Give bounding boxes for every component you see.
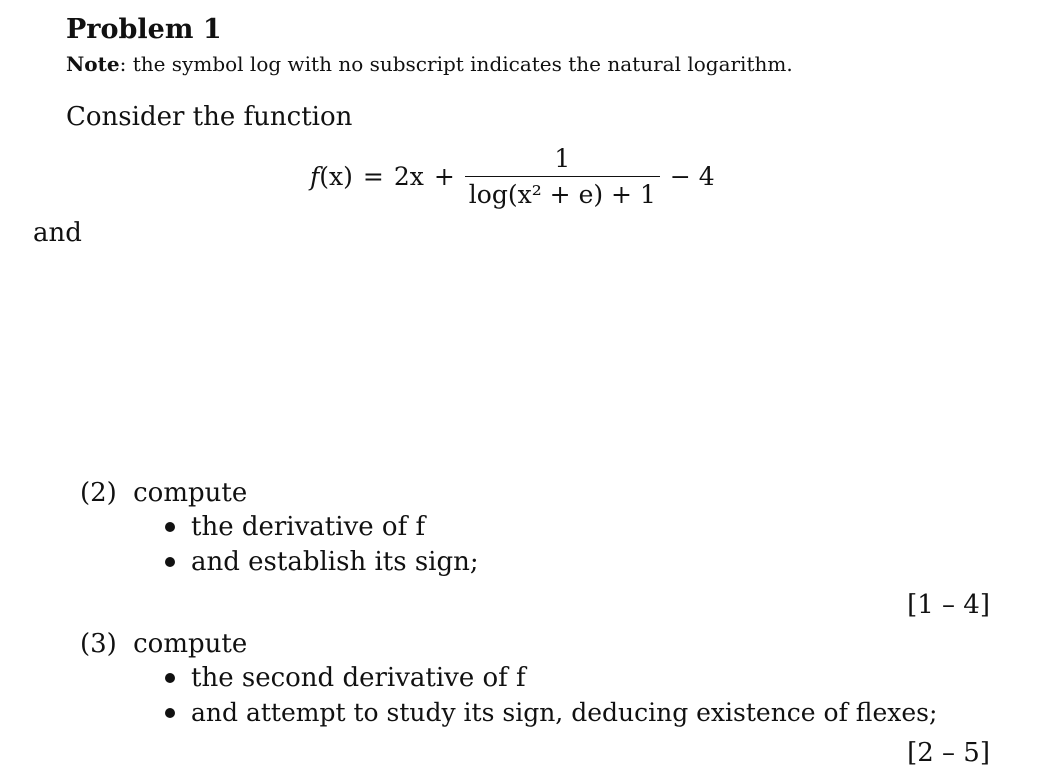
item-2-heading: compute — [133, 478, 248, 508]
item-3-bullet-2: and attempt to study its sign, deducing existence of flexes; — [191, 698, 938, 727]
note-line — [66, 52, 793, 76]
item-3-bullet-1: the second derivative of f — [191, 663, 526, 693]
formula-term1: 2x — [393, 161, 424, 191]
list-item — [165, 512, 425, 542]
item-2-bullet-2: and establish its sign; — [191, 547, 479, 577]
bullet-icon — [165, 708, 175, 718]
bullet-icon — [165, 522, 175, 532]
fraction-numerator: 1 — [554, 143, 571, 173]
item-2-label: (2) — [80, 478, 117, 508]
bullet-icon — [165, 673, 175, 683]
formula-f: f — [310, 161, 320, 191]
item-3-header — [80, 629, 247, 659]
list-item — [165, 547, 479, 577]
item-2-header — [80, 478, 247, 508]
item-3-label: (3) — [80, 629, 117, 659]
bullet-icon — [165, 557, 175, 567]
formula-equals: = — [362, 161, 384, 191]
formula-fraction — [465, 144, 660, 209]
list-item — [165, 663, 526, 693]
formula-arg: (x) — [319, 161, 353, 191]
intro-text: Consider the function — [66, 102, 353, 132]
connector-text: and — [33, 218, 82, 248]
problem-title: Problem 1 — [66, 14, 222, 45]
item-3-ref: [2 – 5] — [907, 738, 990, 768]
note-label: Note — [66, 52, 120, 76]
function-formula — [310, 140, 715, 212]
formula-tail: − 4 — [669, 161, 715, 191]
item-2-ref: [1 – 4] — [907, 590, 990, 620]
note-text: : the symbol log with no subscript indicates the natural logarithm. — [119, 52, 793, 76]
item-3-heading: compute — [133, 629, 248, 659]
item-2-bullet-1: the derivative of f — [191, 512, 426, 542]
fraction-denominator: log(x² + e) + 1 — [465, 176, 660, 209]
list-item — [165, 698, 937, 727]
formula-plus: + — [433, 161, 455, 191]
